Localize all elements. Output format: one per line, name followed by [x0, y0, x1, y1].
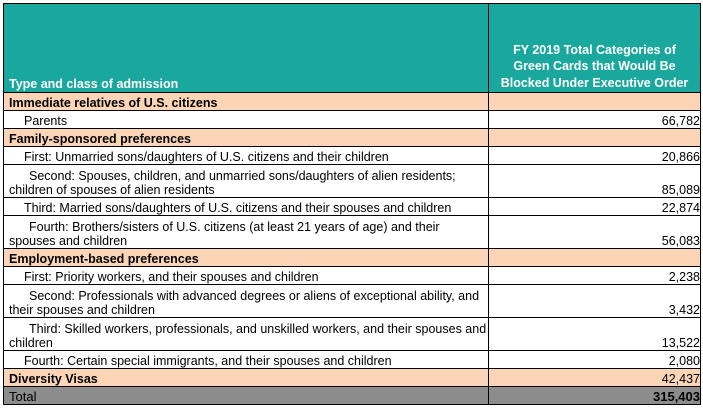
table-header-row: [4, 4, 701, 93]
section-title: Family-sponsored preferences: [4, 129, 489, 147]
row-label: [4, 165, 489, 198]
row-value: 3,432: [489, 285, 701, 318]
table-row: [4, 216, 701, 249]
section-value: [489, 129, 701, 147]
row-label-text: Fourth: Brothers/sisters of U.S. citizens (at least 21 years of age) and their spouses and children: [9, 220, 440, 248]
row-value: 2,080: [489, 351, 701, 369]
row-label-text: Second: Professionals with advanced degrees or aliens of exceptional ability, and their spouses and children: [9, 289, 480, 317]
row-label-text: Second: Spouses, children, and unmarried sons/daughters of alien residents; children of spouses of alien residents: [9, 169, 456, 197]
row-value: 22,874: [489, 198, 701, 216]
row-value: 56,083: [489, 216, 701, 249]
table-row: [4, 198, 701, 216]
section-value: [489, 249, 701, 267]
table-row: [4, 267, 701, 285]
table-row: [4, 351, 701, 369]
row-label: [4, 216, 489, 249]
total-value: 315,403: [489, 387, 701, 405]
row-value: 20,866: [489, 147, 701, 165]
row-value: 66,782: [489, 111, 701, 129]
section-employment-based: [4, 249, 701, 267]
header-fy2019-total: FY 2019 Total Categories of Green Cards that Would Be Blocked Under Executive Order: [489, 4, 701, 93]
row-value: 85,089: [489, 165, 701, 198]
table-row: [4, 165, 701, 198]
section-immediate-relatives: [4, 93, 701, 111]
row-label-text: Third: Skilled workers, professionals, and unskilled workers, and their spouses and children: [9, 322, 487, 350]
diversity-visas-row: [4, 369, 701, 387]
total-label: Total: [4, 387, 489, 405]
row-label: Parents: [4, 111, 489, 129]
section-family-sponsored: [4, 129, 701, 147]
row-label: Third: Married sons/daughters of U.S. citizens and their spouses and children: [4, 198, 489, 216]
section-value: [489, 93, 701, 111]
total-row: [4, 387, 701, 405]
section-title: Employment-based preferences: [4, 249, 489, 267]
diversity-label: Diversity Visas: [4, 369, 489, 387]
row-label: First: Priority workers, and their spouses and children: [4, 267, 489, 285]
row-label: [4, 318, 489, 351]
row-value: 13,522: [489, 318, 701, 351]
row-label: First: Unmarried sons/daughters of U.S. citizens and their children: [4, 147, 489, 165]
green-card-table: [3, 3, 701, 405]
table-row: [4, 147, 701, 165]
diversity-value: 42,437: [489, 369, 701, 387]
row-label: [4, 285, 489, 318]
table-row: [4, 111, 701, 129]
table-row: [4, 318, 701, 351]
row-label: Fourth: Certain special immigrants, and their spouses and children: [4, 351, 489, 369]
header-type-class: Type and class of admission: [4, 4, 489, 93]
table-row: [4, 285, 701, 318]
section-title: Immediate relatives of U.S. citizens: [4, 93, 489, 111]
row-value: 2,238: [489, 267, 701, 285]
